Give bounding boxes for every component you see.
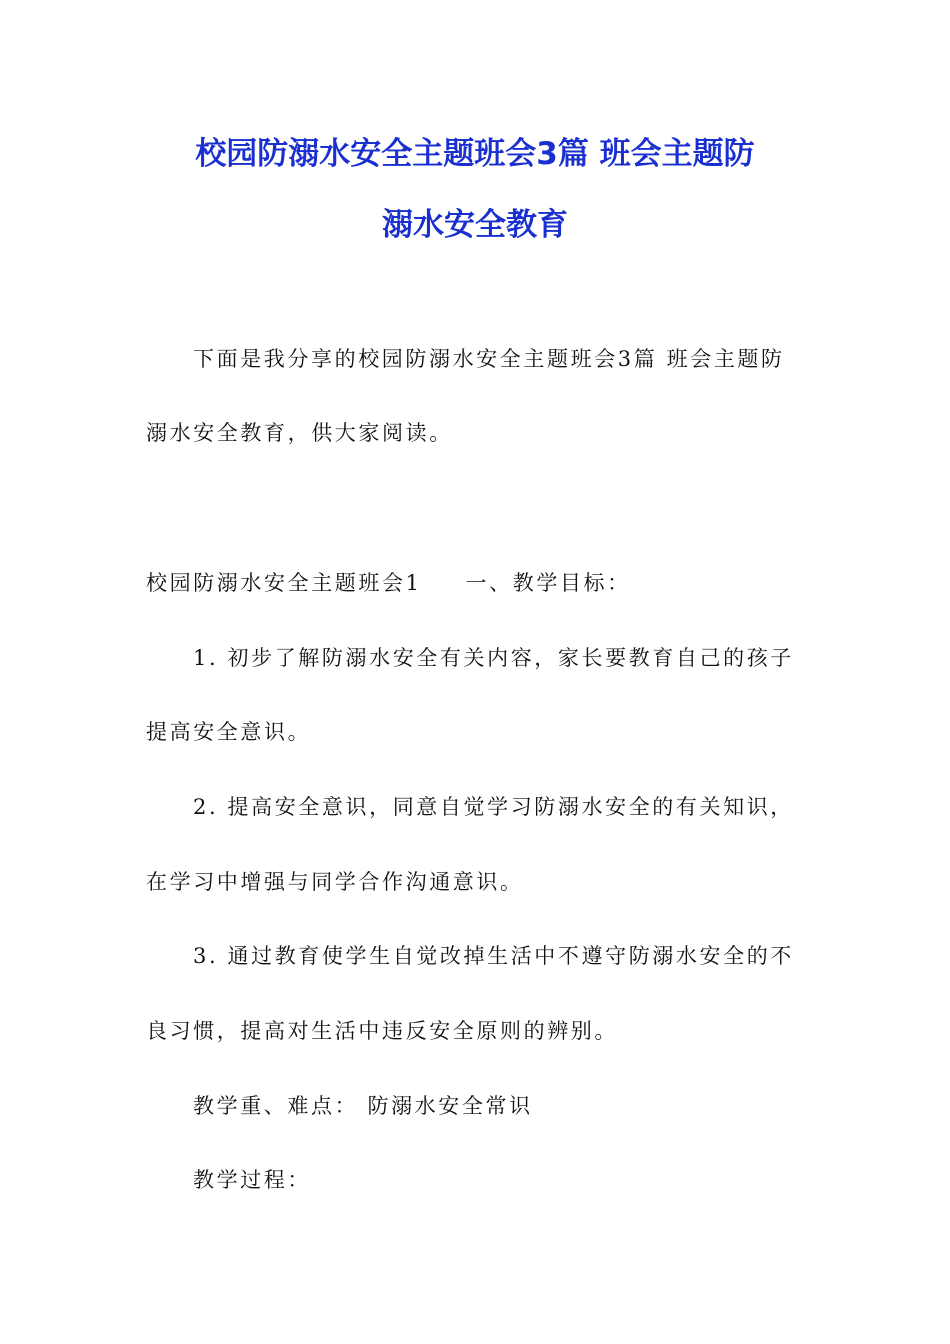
intro-line-1: 下面是我分享的校园防溺水安全主题班会3篇 班会主题防	[193, 347, 785, 371]
document-title-line-2: 溺水安全教育	[382, 207, 568, 243]
goal-item-1-line-1: 1. 初步了解防溺水安全有关内容，家长要教育自己的孩子	[193, 646, 794, 670]
goal-item-2-line-1: 2. 提高安全意识，同意自觉学习防溺水安全的有关知识，	[193, 795, 794, 819]
document-title-line-1: 校园防溺水安全主题班会3篇 班会主题防	[195, 136, 755, 172]
intro-line-2: 溺水安全教育，供大家阅读。	[146, 421, 453, 445]
key-points-line: 教学重、难点： 防溺水安全常识	[193, 1094, 533, 1118]
section-heading-line	[146, 568, 631, 598]
teaching-process-label: 教学过程：	[193, 1168, 311, 1192]
goal-item-3-line-2: 良习惯，提高对生活中违反安全原则的辨别。	[146, 1019, 618, 1043]
goal-item-1-line-2: 提高安全意识。	[146, 720, 312, 744]
goal-item-3-line-1: 3. 通过教育使学生自觉改掉生活中不遵守防溺水安全的不	[193, 944, 794, 968]
teaching-goals-label: 一、教学目标：	[465, 571, 631, 595]
goal-item-2-line-2: 在学习中增强与同学合作沟通意识。	[146, 870, 524, 894]
section-heading: 校园防溺水安全主题班会1	[146, 571, 422, 595]
